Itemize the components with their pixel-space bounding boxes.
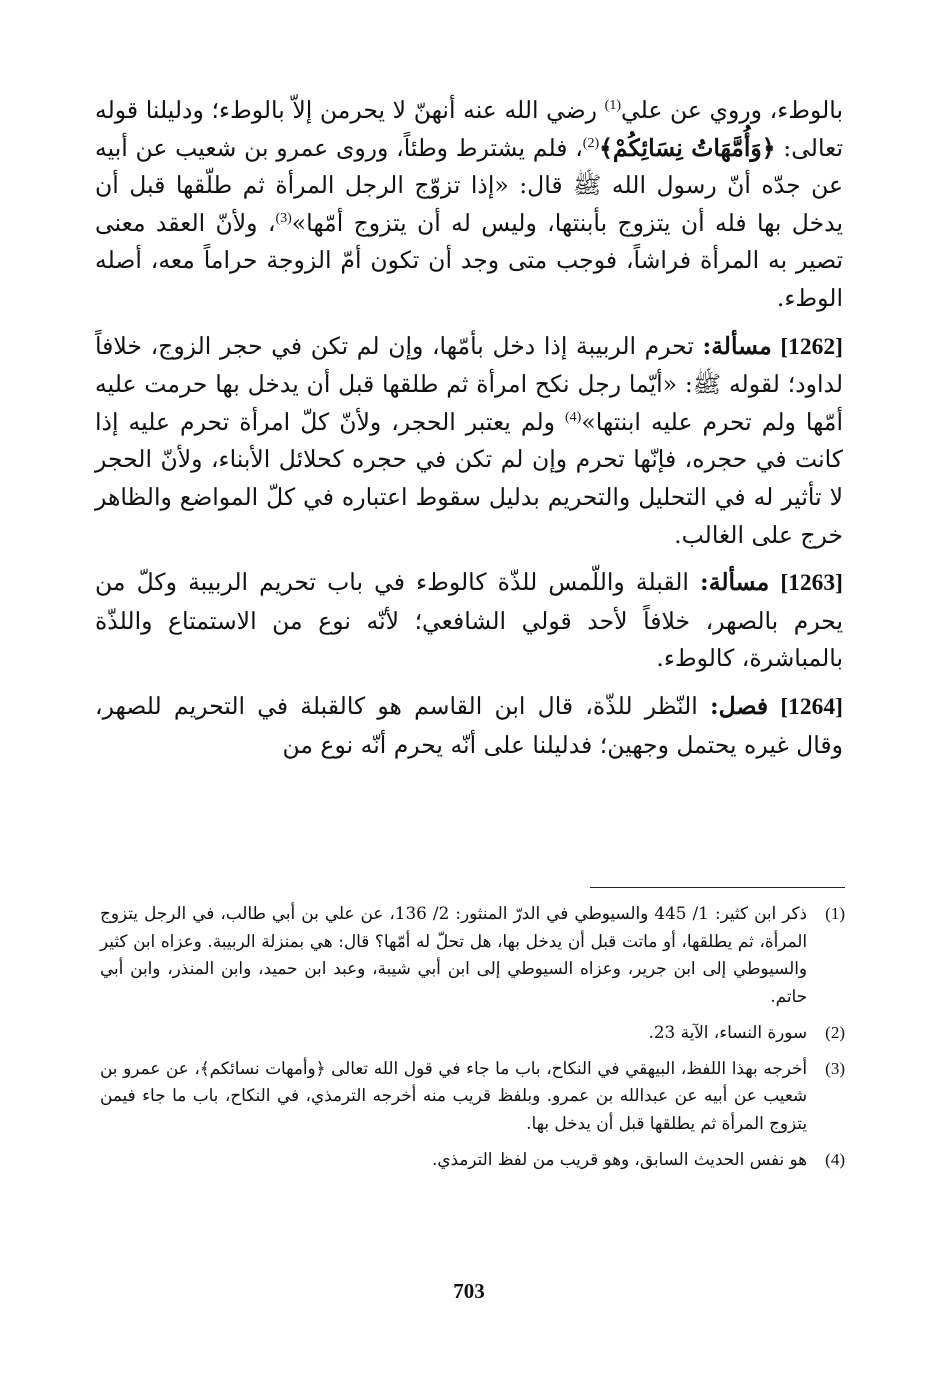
page-number: 703 bbox=[453, 1279, 485, 1303]
section-keyword: فصل: bbox=[710, 691, 769, 720]
text-span: بالوطء، وروي عن علي bbox=[621, 96, 843, 124]
footnote-ref-4[interactable]: (4) bbox=[565, 409, 582, 425]
footnote-text: ذكر ابن كثير: 1/ 445 والسيوطي في الدرّ المنثور: 2/ 136، عن علي بن أبي طالب، في الرجل يتزوج المرأة، ثم يطلقها، أو ماتت قبل أن يدخل بها، هل تحلّ له أمّها؟ قال: هي بمنزلة الربيبة. وعزاه ابن كثير والسيوطي إلى ابن جرير، وعزاه السيوطي إلى ابن أبي شيبة، وعبد ابن حميد، وابن المنذر، وابن أبي حاتم. bbox=[100, 903, 807, 1007]
text-span: ، ولأنّ العقد معنى تصير به المرأة فراشاً، فوجب متى وجد أن تكون أمّ الزوجة حراماً معه، أصله الوطء. bbox=[95, 208, 843, 312]
footnote-2 bbox=[100, 1019, 845, 1047]
footnote-1 bbox=[100, 900, 845, 1011]
footnote-text: هو نفس الحديث السابق، وهو قريب من لفظ الترمذي. bbox=[432, 1148, 807, 1169]
footnote-ref-1[interactable]: (1) bbox=[604, 98, 622, 114]
footnote-divider bbox=[590, 887, 845, 888]
footnote-text: أخرجه بهذا اللفظ، البيهقي في النكاح، باب ما جاء في قول الله تعالى ﴿وأمهات نسائكم﴾، عن عمرو بن شعيب عن أبيه عن عبدالله بن عمرو. وبلفظ قريب منه أخرجه الترمذي، في النكاح، باب ما جاء فيمن يتزوج المرأة ثم يطلقها قبل أن يدخل بها. bbox=[100, 1057, 807, 1133]
text-span: رضي الله عنه أنهنّ لا يحرمن إلاّ بالوطء؛ ودليلنا قوله تعالى: bbox=[95, 96, 843, 162]
issue-number: [1264] bbox=[780, 693, 843, 720]
quran-quote: ﴿وَأُمَّهَاتُ نِسَائِكُمْ﴾ bbox=[599, 133, 776, 162]
footnote-4 bbox=[100, 1146, 845, 1174]
footnote-number: (1) bbox=[825, 904, 845, 923]
footnote-ref-3[interactable]: (3) bbox=[275, 210, 292, 226]
issue-keyword: مسألة: bbox=[702, 331, 772, 360]
paragraph-1262 bbox=[95, 328, 843, 555]
issue-number: [1263] bbox=[780, 570, 843, 597]
footnote-number: (4) bbox=[825, 1149, 845, 1169]
footnote-text: سورة النساء، الآية 23. bbox=[648, 1021, 807, 1042]
footnotes bbox=[100, 900, 845, 1181]
paragraph-1263 bbox=[95, 564, 843, 678]
footnote-ref-2[interactable]: (2) bbox=[582, 135, 600, 151]
issue-number: [1262] bbox=[780, 333, 843, 360]
text-span: ، فلم يشترط وطئاً، وروى عمرو بن شعيب عن أبيه عن جدّه أنّ رسول الله ﷺ قال: «إذا تزوّج الرجل المرأة ثم طلّقها قبل أن يدخل بها فله أن يتزوج بأبنتها، وليس له أن يتزوج أمّها» bbox=[95, 133, 843, 237]
text-span: ولم يعتبر الحجر، ولأنّ كلّ امرأة تحرم عليه إذا كانت في حجره، فإنّها تحرم وإن لم تكن في حجره كحلائل الأبناء، ولأنّ الحجر لا تأثير له في التحليل والتحريم بدليل سقوط اعتباره في كلّ المواضع والظاهر خرج على الغالب. bbox=[95, 407, 843, 549]
footnote-3 bbox=[100, 1055, 845, 1138]
main-text bbox=[95, 92, 843, 774]
paragraph-1 bbox=[95, 92, 843, 318]
footnote-number: (3) bbox=[825, 1058, 845, 1078]
text-span: النّظر للذّة، قال ابن القاسم هو كالقبلة في التحريم للصهر، وقال غيره يحتمل وجهين؛ فدليلنا على أنّه يحرم أنّه نوع من bbox=[95, 691, 843, 759]
paragraph-1264 bbox=[95, 688, 843, 764]
text-span: القبلة واللّمس للذّة كالوطء في باب تحريم الربيبة وكلّ من يحرم بالصهر، خلافاً لأحد قولي الشافعي؛ لأنّه نوع من الاستمتاع واللذّة بالمباشرة، كالوطء. bbox=[95, 568, 843, 673]
footnote-number: (2) bbox=[825, 1022, 845, 1042]
issue-keyword: مسألة: bbox=[700, 568, 770, 597]
text-span: تحرم الربيبة إذا دخل بأمّها، وإن لم تكن في حجر الزوج، خلافاً لداود؛ لقوله ﷺ: «أيّما رجل نكح امرأة ثم طلقها قبل أن يدخل بها حرمت عليه أمّها ولم تحرم عليه ابنتها» bbox=[95, 331, 843, 436]
